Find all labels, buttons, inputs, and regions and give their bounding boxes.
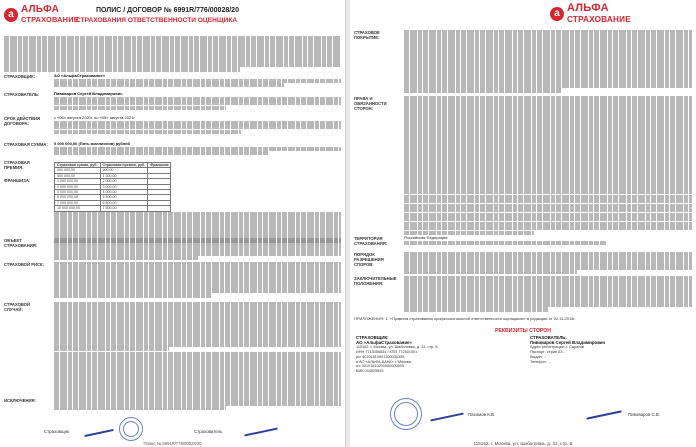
sum-value: 5 000 000,00 (Пять миллионов) рублей (54, 141, 130, 146)
detail-line: Адрес регистрации: г. Саратов (530, 345, 584, 350)
logo-line1: АЛЬФА (567, 2, 609, 14)
risk-section (4, 262, 341, 302)
table-cell: 3 000,00 (100, 184, 148, 189)
signature-row (4, 427, 341, 441)
intro-section (4, 36, 341, 72)
insurer-signature-label: Страховщик (44, 429, 69, 434)
detail-line: ИНН 7713056834 / КПП 772501001 (356, 350, 418, 355)
final-label: ЗАКЛЮЧИТЕЛЬНЫЕ ПОЛОЖЕНИЯ: (354, 276, 397, 286)
term-section (4, 116, 341, 140)
insured-name: Пивоваров Сергей Владимирович (530, 339, 606, 345)
table-cell: 7 500,00 (100, 206, 148, 211)
table-header: Франшиза (148, 163, 171, 168)
company-logo (550, 3, 631, 25)
rights-label: ПРАВА И ОБЯЗАННОСТИ СТОРОН: (354, 96, 387, 111)
insurer-name: АО «АльфаСтрахование» (54, 73, 105, 78)
detail-line: БИК 044525593 (356, 368, 384, 373)
exclusions-label: ИСКЛЮЧЕНИЯ: (4, 398, 36, 403)
table-cell: 5 000 000,00 (55, 195, 101, 200)
insurer-name: АО «АльфаСтрахование» (356, 339, 412, 345)
logo-line2: СТРАХОВАНИЕ (567, 15, 631, 24)
disputes-label: ПОРЯДОК РАЗРЕШЕНИЯ СПОРОВ: (354, 252, 384, 267)
table-cell (148, 206, 171, 211)
table-cell: 5 500,00 (100, 195, 148, 200)
logo-mark-icon: а (4, 8, 18, 22)
table-cell: 500 000,00 (55, 173, 101, 178)
exclusions-section (4, 352, 341, 412)
sum-label: СТРАХОВАЯ СУММА: (4, 142, 48, 147)
address-footer: 115162, г. Москва, ул. Шаболовка, д. 31, стр. Б (473, 441, 573, 446)
detail-line: Паспорт: серия 63 .. (530, 350, 566, 355)
territory-section (354, 236, 692, 250)
insurer-label: СТРАХОВЩИК: (4, 74, 36, 79)
detail-line: Выдан: ... (530, 354, 547, 359)
detail-line: в АО «АЛЬФА-БАНК» г. Москва (356, 359, 411, 364)
table-cell: 300 000,00 (55, 168, 101, 173)
company-stamp (119, 417, 143, 441)
insured-signature-label: Страхователь (194, 429, 223, 434)
deductible-label: ФРАНШИЗА: (4, 178, 31, 183)
insured-signatory: Пивоваров С.В. (628, 412, 661, 417)
company-stamp (390, 398, 422, 430)
table-header: Страховая сумма, руб. (55, 163, 101, 168)
table-cell: 4 000,00 (100, 190, 148, 195)
insured-section (4, 92, 341, 116)
insurer-heading: СТРАХОВЩИК: (356, 335, 389, 340)
final-section (354, 276, 692, 314)
coverage-label: СТРАХОВОЕ ПОКРЫТИЕ: (354, 30, 380, 40)
table-cell: 2 000 000,00 (55, 184, 101, 189)
logo-line1: АЛЬФА (21, 4, 60, 15)
policy-number: ПОЛИС / ДОГОВОР № 6991R/776/00028/20 (96, 7, 239, 14)
insured-label: СТРАХОВАТЕЛЬ: (4, 92, 40, 97)
logo-mark-icon: а (550, 7, 564, 21)
case-section (4, 302, 341, 350)
term-label: СРОК ДЕЙСТВИЯ ДОГОВОРА: (4, 116, 41, 126)
rights-section (354, 96, 692, 236)
table-cell: 6 500,00 (100, 200, 148, 205)
insured-heading: СТРАХОВАТЕЛЬ: (530, 335, 567, 340)
page-footer: Полис № 6991R/776/00028/20 (143, 441, 202, 446)
signature-scribble (244, 427, 278, 436)
insured-details (530, 336, 690, 364)
insurer-signatory: Пахомов К.В. (468, 412, 496, 417)
policy-page-right (350, 0, 696, 447)
sum-section (4, 142, 341, 160)
territory-label: ТЕРРИТОРИЯ СТРАХОВАНИЯ: (354, 236, 388, 246)
premium-table (54, 162, 171, 212)
territory-value: Российская Федерация (404, 235, 448, 240)
term-value: с «06» августа 2020г. по «05» августа 2021г. (54, 115, 136, 120)
insurer-details (356, 336, 516, 374)
table-cell: 7 000 000,00 (55, 200, 101, 205)
table-cell: 1 300,00 (100, 173, 148, 178)
detail-line: р/с 40701810901300000355 (356, 354, 405, 359)
signature-scribble (586, 410, 622, 419)
table-cell: 900,00 (100, 168, 148, 173)
appendix-note: ПРИЛОЖЕНИЯ: 1. «Правила страхования профессиональной ответственности оценщиков» в редакции от 02.11.2015г. (354, 316, 576, 321)
object-section (4, 238, 341, 264)
parties-title: РЕКВИЗИТЫ СТОРОН (494, 328, 552, 334)
detail-line: Телефон: ... (530, 359, 552, 364)
company-logo (4, 5, 79, 25)
premium-label: СТРАХОВАЯ ПРЕМИЯ: (4, 160, 30, 170)
case-label: СТРАХОВОЙ СЛУЧАЙ: (4, 302, 31, 312)
table-cell: 2 000,00 (100, 179, 148, 184)
detail-line: к/с 30101810200000000593 (356, 364, 404, 369)
table-cell: 3 000 000,00 (55, 190, 101, 195)
table-row (55, 206, 171, 211)
signature-scribble (430, 412, 464, 421)
page-header (4, 3, 341, 33)
table-header: Страховая премия, руб. (100, 163, 148, 168)
object-label: ОБЪЕКТ СТРАХОВАНИЯ: (4, 238, 38, 248)
detail-line: 115162, г. Москва, ул. Шаболовка, д. 31, стр. Б (356, 345, 438, 350)
policy-page-left (0, 0, 346, 447)
document-title: СТРАХОВАНИЯ ОТВЕТСТВЕННОСТИ ОЦЕНЩИКА (76, 17, 238, 24)
premium-section (4, 160, 341, 212)
table-cell: 1 000 000,00 (55, 179, 101, 184)
signature-scribble (84, 429, 114, 437)
logo-line2: СТРАХОВАНИЕ (21, 15, 79, 24)
risk-label: СТРАХОВОЙ РИСК: (4, 262, 44, 267)
coverage-section (354, 30, 692, 92)
insured-name: Пивоваров Сергей Владимирович (54, 91, 123, 96)
disputes-section (354, 252, 692, 276)
table-cell: 10 000 000,00 (55, 206, 101, 211)
